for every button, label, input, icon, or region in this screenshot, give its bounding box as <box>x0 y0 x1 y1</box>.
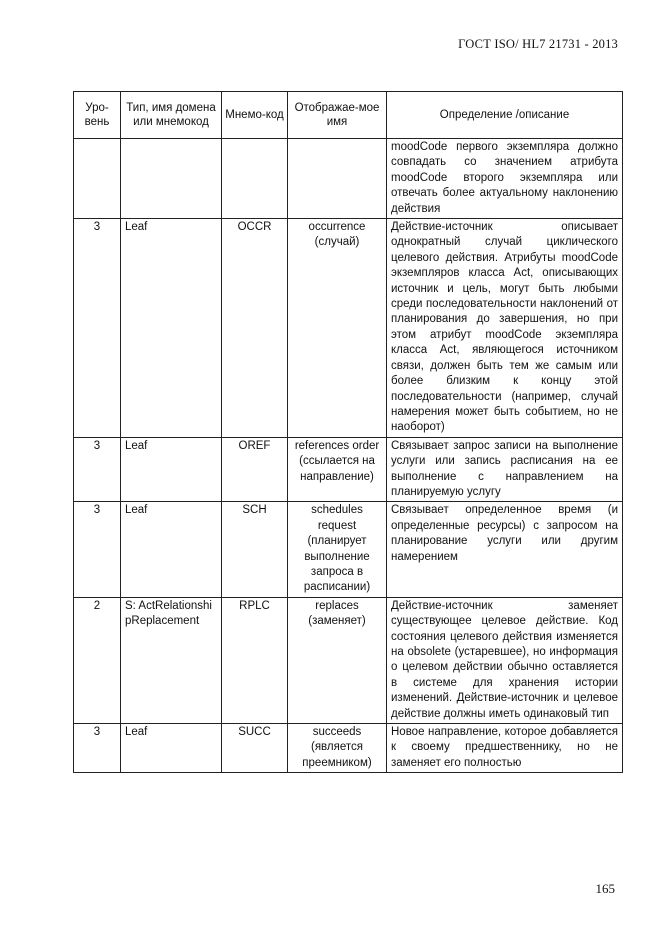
cell-mnemonic: OCCR <box>222 219 288 438</box>
cell-mnemonic: RPLC <box>222 597 288 723</box>
cell-level: 3 <box>74 219 121 438</box>
cell-name <box>121 139 222 219</box>
col-header-display: Отображае-мое имя <box>288 92 387 139</box>
cell-definition: Новое направление, которое добавляется к своему предшественнику, но не заменяет его полностью <box>387 724 623 773</box>
document-header: ГОСТ ISO/ HL7 21731 - 2013 <box>458 37 618 51</box>
cell-mnemonic <box>222 139 288 219</box>
cell-display: references order (ссылается на направление) <box>288 437 387 502</box>
cell-name: Leaf <box>121 219 222 438</box>
cell-mnemonic: SCH <box>222 502 288 597</box>
cell-level: 2 <box>74 597 121 723</box>
cell-level: 3 <box>74 502 121 597</box>
table-row <box>74 502 623 597</box>
cell-level: 3 <box>74 437 121 502</box>
cell-display: replaces (заменяет) <box>288 597 387 723</box>
cell-name: S: ActRelationshipReplacement <box>121 597 222 723</box>
col-header-level: Уро-вень <box>74 92 121 139</box>
col-header-name: Тип, имя домена или мнемокод <box>121 92 222 139</box>
table-row <box>74 437 623 502</box>
cell-definition: Связывает определенное время (и определенные ресурсы) с запросом на планирование услуги или другим намерением <box>387 502 623 597</box>
cell-definition: moodCode первого экземпляра должно совпадать со значением атрибута moodCode второго экземпляра или отвечать более актуальному наклонению действия <box>387 139 623 219</box>
table-row <box>74 219 623 438</box>
col-header-definition: Определение /описание <box>387 92 623 139</box>
table-row <box>74 724 623 773</box>
cell-mnemonic: OREF <box>222 437 288 502</box>
cell-display <box>288 139 387 219</box>
cell-level <box>74 139 121 219</box>
cell-definition: Действие-источник заменяет существующее целевое действие. Код состояния целевого действия изменяется на obsolete (устаревшее), но информация о целевом действии обычно оставляется в системе для хранения истории изменений. Действие-источник и целевое действие должны иметь одинаковый тип <box>387 597 623 723</box>
table-header-row <box>74 92 623 139</box>
table-row <box>74 139 623 219</box>
col-header-mnemonic: Мнемо-код <box>222 92 288 139</box>
cell-name: Leaf <box>121 437 222 502</box>
cell-display: succeeds (является преемником) <box>288 724 387 773</box>
code-table <box>73 91 623 773</box>
table-row <box>74 597 623 723</box>
cell-definition: Действие-источник описывает однократный случай циклического целевого действия. Атрибуты moodCode экземпляров класса Act, описывающих источник и цель, могут быть любыми среди последовательности наклонений от планирования до завершения, но при этом атрибут moodCode экземпляра класса Act, являющегося источником связи, должен быть тем же самым или более близким к концу этой последовательности (например, случай намерения может быть событием, но не наоборот) <box>387 219 623 438</box>
cell-definition: Связывает запрос записи на выполнение услуги или запись расписания на ее выполнение с направлением на планируемую услугу <box>387 437 623 502</box>
cell-name: Leaf <box>121 502 222 597</box>
cell-display: schedules request (планирует выполнение запроса в расписании) <box>288 502 387 597</box>
cell-mnemonic: SUCC <box>222 724 288 773</box>
page-number: 165 <box>595 881 615 896</box>
cell-name: Leaf <box>121 724 222 773</box>
cell-display: occurrence (случай) <box>288 219 387 438</box>
cell-level: 3 <box>74 724 121 773</box>
